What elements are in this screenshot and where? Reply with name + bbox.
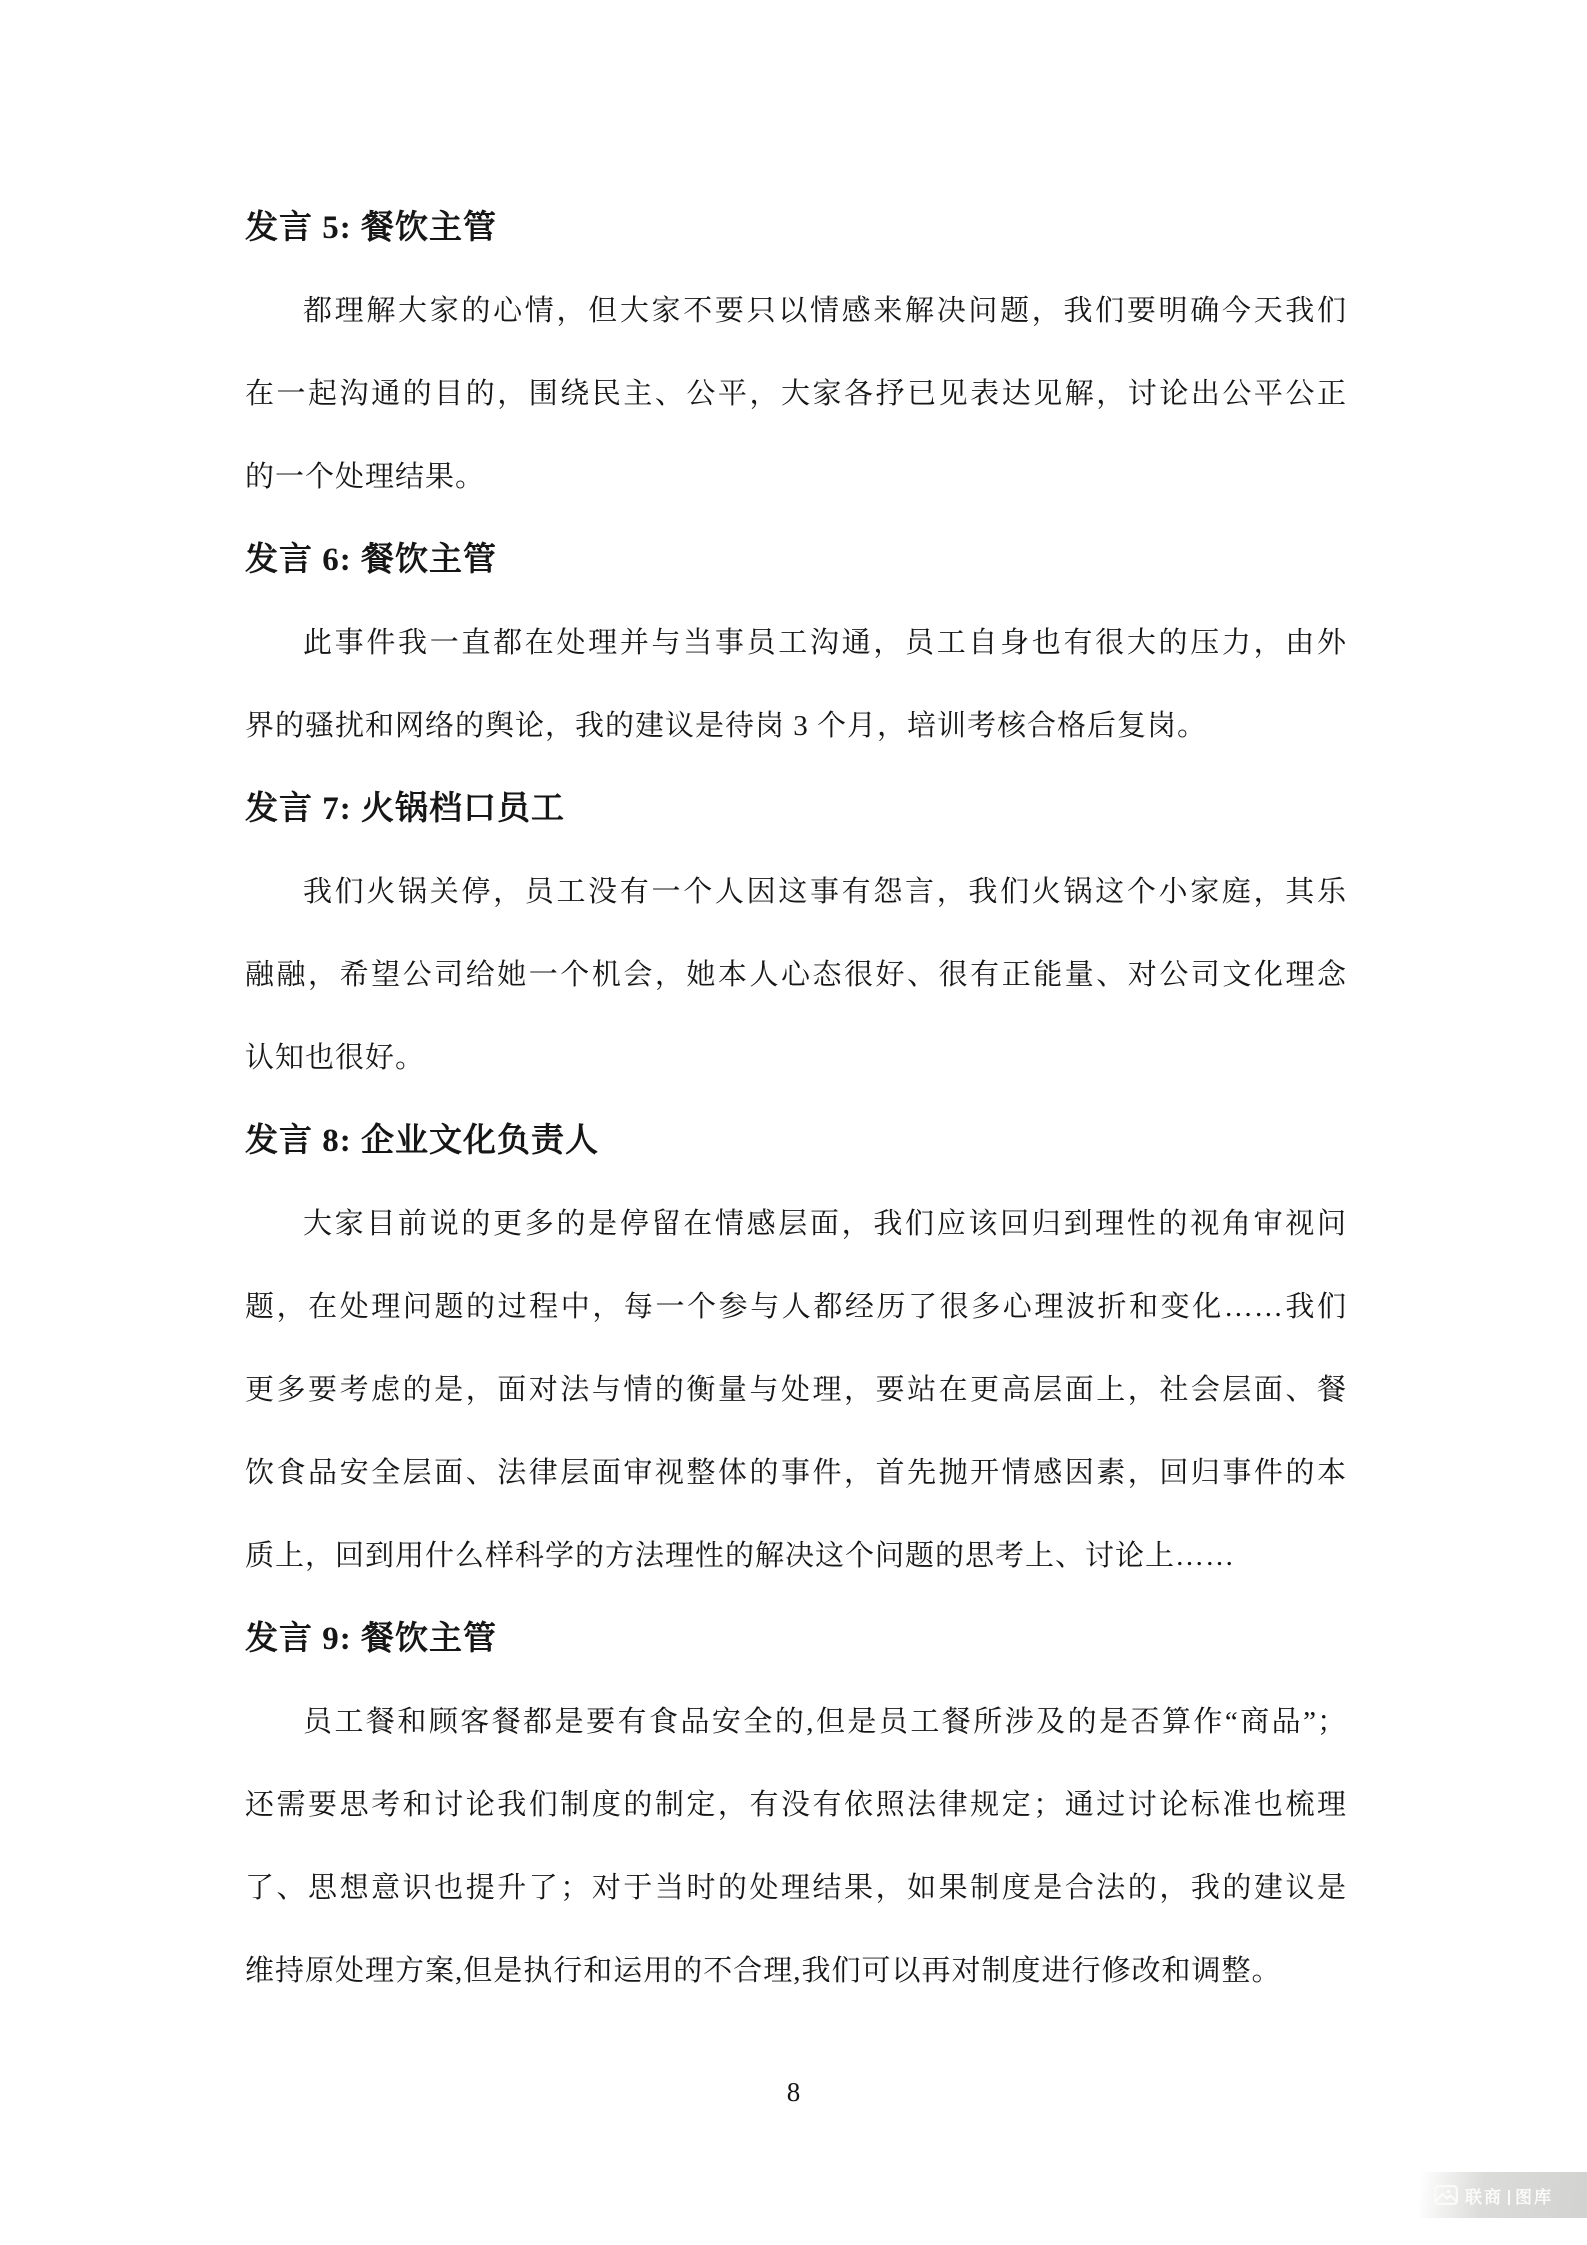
paragraph-line: 题，在处理问题的过程中，每一个参与人都经历了很多心理波折和变化……我们 (245, 1291, 1347, 1323)
paragraph-line: 饮食品安全层面、法律层面审视整体的事件，首先抛开情感因素，回归事件的本 (245, 1457, 1347, 1489)
document-body (245, 187, 1347, 2013)
watermark-brand: 联商 (1465, 2187, 1503, 2207)
paragraph-line: 维持原处理方案,但是执行和运用的不合理,我们可以再对制度进行修改和调整。 (245, 1955, 1282, 1987)
paragraph-line: 我们火锅关停，员工没有一个人因这事有怨言，我们火锅这个小家庭，其乐 (303, 876, 1347, 908)
paragraph-line: 此事件我一直都在处理并与当事员工沟通，员工自身也有很大的压力，由外 (303, 627, 1347, 659)
paragraph-line: 大家目前说的更多的是停留在情感层面，我们应该回归到理性的视角审视问 (303, 1208, 1347, 1240)
paragraph-line: 还需要思考和讨论我们制度的制定，有没有依照法律规定；通过讨论标准也梳理 (245, 1789, 1347, 1821)
watermark-divider (1508, 2190, 1510, 2205)
paragraph-line: 更多要考虑的是，面对法与情的衡量与处理，要站在更高层面上，社会层面、餐 (245, 1374, 1347, 1406)
paragraph-line: 质上，回到用什么样科学的方法理性的解决这个问题的思考上、讨论上…… (245, 1540, 1236, 1572)
paragraph-line: 界的骚扰和网络的舆论，我的建议是待岗 3 个月，培训考核合格后复岗。 (245, 710, 1208, 742)
paragraph-line: 认知也很好。 (245, 1042, 426, 1074)
page-number: 8 (786, 2077, 801, 2107)
watermark (1420, 2172, 1587, 2218)
watermark-suffix: 图库 (1515, 2187, 1553, 2207)
speech-heading-8: 发言 8: 企业文化负责人 (245, 1123, 599, 1159)
speech-heading-7: 发言 7: 火锅档口员工 (245, 791, 565, 827)
paragraph-line: 在一起沟通的目的，围绕民主、公平，大家各抒已见表达见解，讨论出公平公正 (245, 378, 1347, 410)
speech-heading-5: 发言 5: 餐饮主管 (245, 210, 497, 246)
paragraph-line: 了、思想意识也提升了；对于当时的处理结果，如果制度是合法的，我的建议是 (245, 1872, 1347, 1904)
watermark-text (1465, 2183, 1553, 2208)
speech-heading-9: 发言 9: 餐饮主管 (245, 1621, 497, 1657)
paragraph-line: 都理解大家的心情，但大家不要只以情感来解决问题，我们要明确今天我们 (303, 295, 1347, 327)
paragraph-line: 的一个处理结果。 (245, 461, 486, 493)
speech-heading-6: 发言 6: 餐饮主管 (245, 542, 497, 578)
paragraph-line: 融融，希望公司给她一个机会，她本人心态很好、很有正能量、对公司文化理念 (245, 959, 1347, 991)
paragraph-line: 员工餐和顾客餐都是要有食品安全的,但是员工餐所涉及的是否算作“商品”； (303, 1706, 1347, 1738)
image-icon (1434, 2185, 1458, 2205)
